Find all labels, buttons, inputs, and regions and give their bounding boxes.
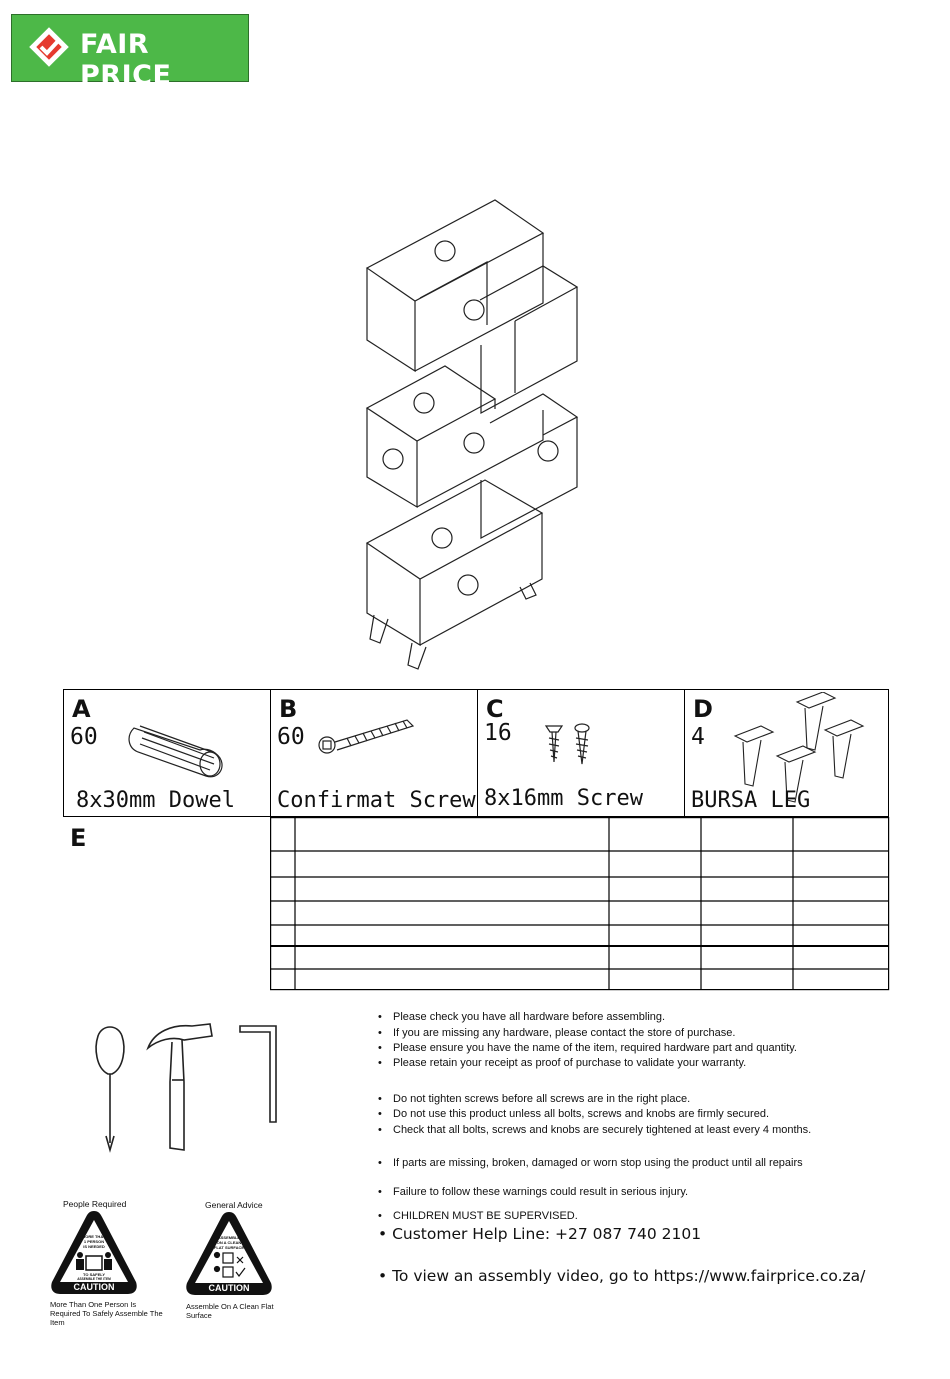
hardware-quantity: 16: [484, 720, 512, 746]
hardware-name: BURSA LEG: [691, 788, 811, 813]
svg-text:ASSEMBLE: ASSEMBLE: [217, 1235, 241, 1240]
hammer-icon: [148, 1024, 212, 1150]
hardware-cell-a: [64, 690, 271, 816]
logo-text: FAIR PRICE: [80, 29, 172, 91]
instruction-line: Please ensure you have the name of the item, required hardware part and quantity.: [393, 1042, 797, 1054]
svg-text:ON A CLEAN: ON A CLEAN: [216, 1240, 242, 1245]
hardware-name: 8x30mm Dowel: [76, 788, 235, 813]
hardware-cell-b: [271, 690, 478, 816]
assembly-video-link: • To view an assembly video, go to https://www.fairprice.co.za/: [378, 1267, 866, 1285]
hardware-letter: B: [279, 695, 298, 723]
svg-text:1 PERSON: 1 PERSON: [83, 1239, 105, 1244]
caution-sign-surface: [183, 1199, 283, 1324]
svg-text:ASSEMBLE THE ITEM: ASSEMBLE THE ITEM: [77, 1277, 111, 1281]
hardware-quantity: 60: [277, 724, 305, 750]
bookcase-illustration: [360, 195, 590, 670]
sign-footer: Assemble On A Clean Flat Surface: [186, 1302, 274, 1320]
svg-text:FLAT SURFACE: FLAT SURFACE: [213, 1245, 245, 1250]
instruction-line: If you are missing any hardware, please contact the store of purchase.: [393, 1027, 736, 1039]
caution-sign-people: [48, 1198, 163, 1327]
required-tools: [88, 1018, 308, 1158]
sign-caption: People Required: [63, 1199, 127, 1209]
confirmat-screw-icon: [317, 712, 417, 762]
hardware-letter: A: [72, 695, 91, 723]
checkmark-diamond-icon: [28, 25, 72, 71]
hardware-cell-c: [478, 690, 685, 816]
instruction-line: Do not tighten screws before all screws are in the right place.: [393, 1093, 691, 1105]
allen-key-icon: [240, 1026, 276, 1122]
hardware-letter: C: [486, 695, 504, 723]
screwdriver-icon: [96, 1027, 124, 1150]
svg-text:TO SAFELY: TO SAFELY: [82, 1272, 106, 1277]
hardware-name: 8x16mm Screw: [484, 786, 643, 811]
hardware-name: Confirmat Screw: [277, 788, 476, 813]
sign-caption: General Advice: [205, 1200, 263, 1210]
hardware-letter: D: [693, 695, 713, 723]
small-screw-icon: [544, 722, 594, 768]
parts-section-letter: E: [70, 824, 87, 852]
svg-text:MORE THAN: MORE THAN: [81, 1234, 107, 1239]
instruction-line: If parts are missing, broken, damaged or worn stop using the product until all repairs: [393, 1157, 803, 1169]
instruction-line: Please retain your receipt as proof of purchase to validate your warranty.: [393, 1057, 747, 1069]
caution-label: CAUTION: [208, 1283, 250, 1293]
instruction-line: CHILDREN MUST BE SUPERVISED.: [393, 1210, 578, 1222]
hardware-quantity: 60: [70, 724, 98, 750]
instruction-line: Do not use this product unless all bolts, screws and knobs are firmly secured.: [393, 1108, 770, 1120]
sign-footer: More Than One Person Is Required To Safely Assemble The Item: [50, 1300, 163, 1327]
svg-text:IS NEEDED: IS NEEDED: [83, 1244, 105, 1249]
parts-list-grid: [270, 817, 890, 991]
hardware-cell-d: [685, 690, 888, 816]
hardware-table: [63, 689, 889, 817]
instruction-line: Failure to follow these warnings could result in serious injury.: [393, 1186, 689, 1198]
hardware-quantity: 4: [691, 724, 705, 750]
caution-triangle-icon: [183, 1209, 275, 1301]
instruction-line: Please check you have all hardware before assembling.: [393, 1011, 666, 1023]
caution-triangle-icon: [48, 1208, 140, 1300]
caution-label: CAUTION: [73, 1282, 115, 1292]
customer-help-line: • Customer Help Line: +27 087 740 2101: [378, 1225, 702, 1243]
dowel-icon: [126, 712, 226, 782]
fair-price-logo: [11, 14, 249, 91]
instruction-line: Check that all bolts, screws and knobs are securely tightened at least every 4 months.: [393, 1124, 812, 1136]
